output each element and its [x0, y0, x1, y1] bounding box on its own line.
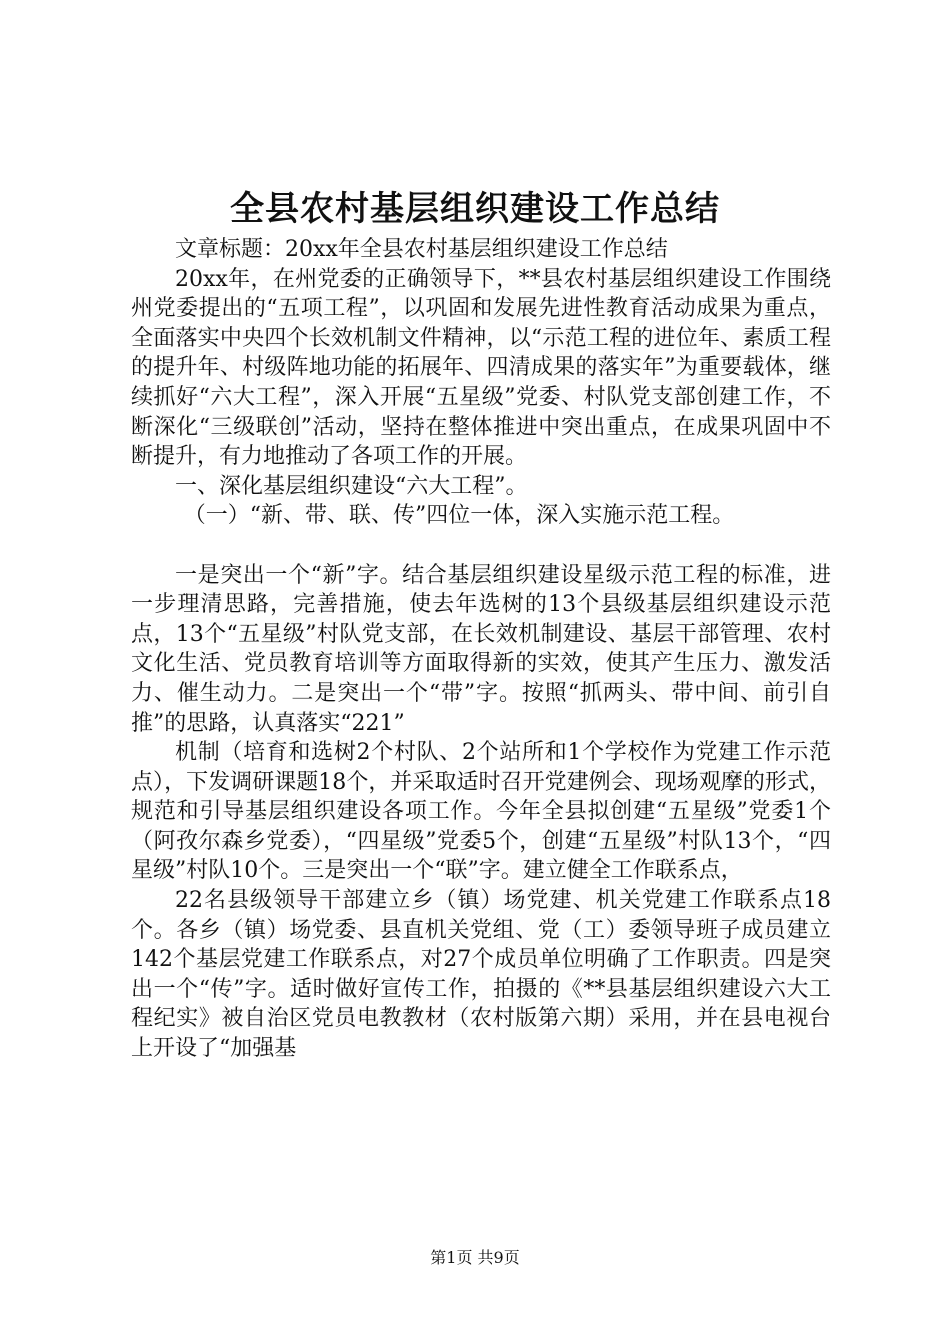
document-title: 全县农村基层组织建设工作总结 — [230, 189, 720, 229]
page-footer: 第1页 共9页 — [430, 1248, 520, 1267]
body-paragraph: 22名县级领导干部建立乡（镇）场党建、机关党建工作联系点18个。各乡（镇）场党委、县直机关党组、党（工）委领导班子成员建立142个基层党建工作联系点，对27个成员单位明确了工作职责。四是突出一个“传”字。适时做好宣传工作，拍摄的《**县基层组织建设六大工程纪实》被自治区党员电教教材（农村版第六期）采用，并在县电视台上开设了“加强基 — [131, 888, 831, 1062]
section-heading: 一、深化基层组织建设“六大工程”。 — [175, 473, 528, 499]
body-paragraph: 机制（培育和选树2个村队、2个站所和1个学校作为党建工作示范点），下发调研课题18个，并采取适时召开党建例会、现场观摩的形式，规范和引导基层组织建设各项工作。今年全县拟创建“五星级”党委1个（阿孜尔森乡党委），“四星级”党委5个，创建“五星级”村队13个，“四星级”村队10个。三是突出一个“联”字。建立健全工作联系点， — [131, 740, 831, 884]
body-paragraph: 一是突出一个“新”字。结合基层组织建设星级示范工程的标准，进一步理清思路，完善措施，使去年选树的13个县级基层组织建设示范点，13个“五星级”村队党支部，在长效机制建设、基层干部管理、农村文化生活、党员教育培训等方面取得新的实效，使其产生压力、激发活力、催生动力。二是突出一个“带”字。按照“抓两头、带中间、前引自推”的思路，认真落实“221” — [131, 562, 831, 736]
body-paragraph: 20xx年，在州党委的正确领导下，**县农村基层组织建设工作围绕州党委提出的“五项工程”，以巩固和发展先进性教育活动成果为重点，全面落实中央四个长效机制文件精神，以“示范工程的进位年、素质工程的提升年、村级阵地功能的拓展年、四清成果的落实年”为重要载体，继续抓好“六大工程”，深入开展“五星级”党委、村队党支部创建工作，不断深化“三级联创”活动，坚持在整体推进中突出重点，在成果巩固中不断提升，有力地推动了各项工作的开展。 — [131, 266, 831, 470]
document-body — [131, 235, 831, 1064]
subsection-heading: （一）“新、带、联、传”四位一体，深入实施示范工程。 — [183, 503, 735, 529]
article-title-line: 文章标题：20xx年全县农村基层组织建设工作总结 — [175, 237, 668, 262]
